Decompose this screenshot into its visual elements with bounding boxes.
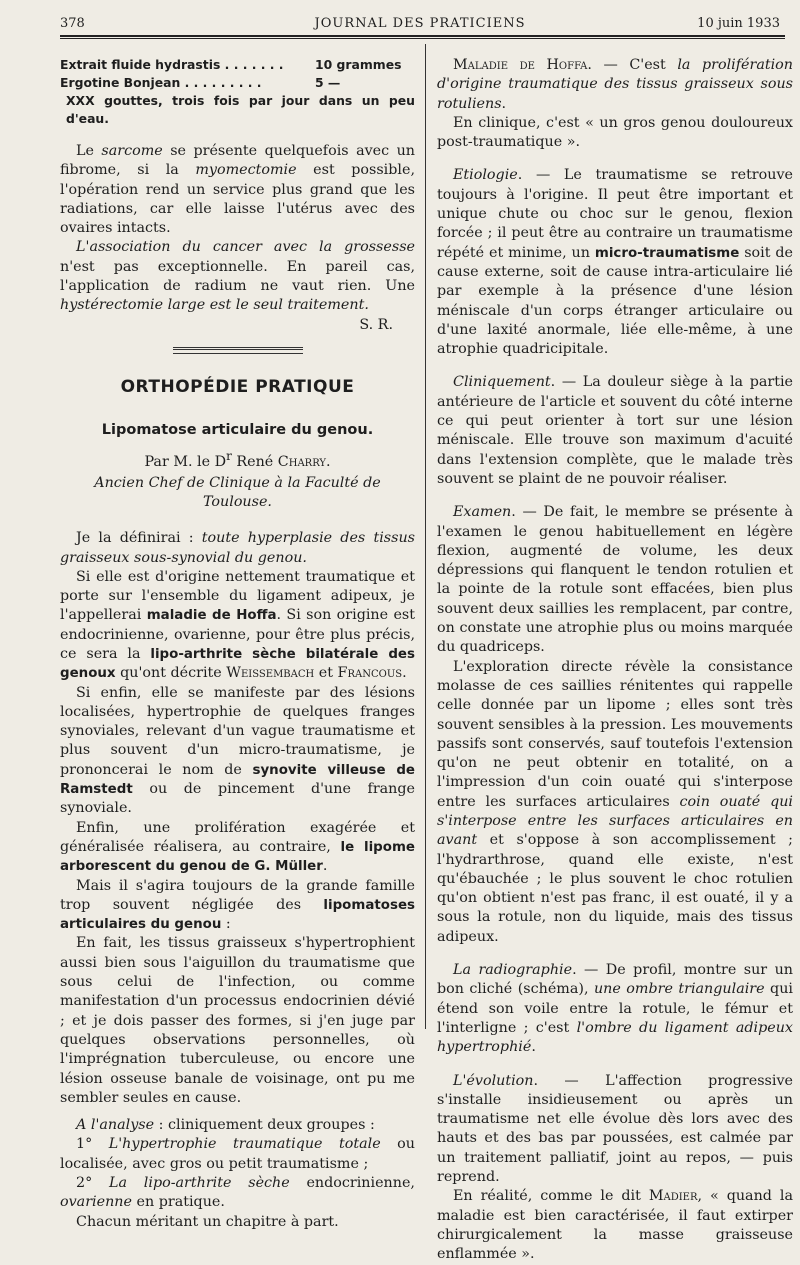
author-affiliation: Ancien Chef de Clinique à la Faculté de Toulouse.: [94, 474, 381, 510]
article-title: Lipomatose articulaire du genou.: [101, 422, 374, 439]
paragraph-etiologie: Etiologie. — Le traumatisme se retrouve toujours à l'origine. Il peut être important et unique chute ou choc sur le genou, flexion forcée ; il peut être au contraire un traumatisme répété et minime, un micro-traumatisme soit de cause externe, soit de cause intra-articulaire lié par exemple à la présence d'une lésion méniscale d'un corps étranger articulaire ou d'une laxité anormale, liée elle-même, à une atrophie quadricipitale.: [437, 167, 794, 358]
paragraph-hoffa: Maladie de Hoffa. — C'est la prolifération d'origine traumatique des tissus graisseux sous rotuliens.: [437, 57, 793, 112]
paragraph: 1° L'hypertrophie traumatique totale ou localisée, avec gros ou petit traumatisme ;: [60, 1136, 415, 1172]
paragraph: Je la définirai : toute hyperplasie des tissus graisseux sous-synovial du genou.: [60, 530, 415, 566]
prescription-note: XXX gouttes, trois fois par jour dans un peu d'eau.: [66, 93, 415, 126]
paragraph: Mais il s'agira toujours de la grande famille trop souvent négligée des lipomatoses articulaires du genou :: [60, 877, 415, 933]
paragraph-radiographie: La radiographie. — De profil, montre sur un bon cliché (schéma), une ombre triangulaire qui étend son voile entre la rotule, le fémur et l'interligne ; c'est l'ombre du ligament adipeux hypertrophié.: [437, 962, 793, 1056]
header-rule: [60, 35, 785, 37]
issue-date: 10 juin 1933: [697, 16, 780, 31]
header-rule-thin: [60, 38, 785, 39]
separator-rule: [173, 347, 303, 354]
paragraph-evolution: L'évolution. — L'affection progressive s'installe insidieusement ou après un traumatisme net elle évolue dès lors avec des hauts et des bas par poussées, est calmée par un traitement palliatif, joint au repos, — puis reprend.: [437, 1072, 793, 1186]
paragraph: Enfin, une prolifération exagérée et généralisée réalisera, au contraire, le lipome arborescent du genou de G. Müller.: [60, 819, 415, 875]
paragraph-examen: Examen. — De fait, le membre se présente à l'examen le genou habituellement en légère flexion, augmenté de volume, les deux dépressions qui flanquent le tendon rotulien et la pointe de la rotule sont effacées, bien plus souvent deux saillies les remplacent, par contre, on constate une atrophie plus ou moins marquée du quadriceps.: [437, 504, 793, 656]
column-divider: [425, 44, 426, 1029]
page-header: [60, 12, 780, 36]
paragraph: A l'analyse : cliniquement deux groupes :: [76, 1117, 375, 1134]
paragraph-sarcome: Le sarcome se présente quelquefois avec un fibrome, si la myomectomie est possible, l'opération rend un service plus grand que les radiations, car elle laisse l'utérus avec des ovaires intacts.: [60, 143, 416, 237]
paragraph-realite: En réalité, comme le dit Madier, « quand la maladie est bien caractérisée, il faut extirper chirurgicalement la masse graisseuse enflammée ».: [437, 1188, 793, 1263]
page-number: 378: [60, 16, 85, 31]
prescription-line: Extrait fluide hydrastis . . . . . . . 10 grammes: [60, 57, 402, 72]
journal-title: JOURNAL DES PRATICIENS: [314, 16, 526, 31]
paragraph: Si enfin, elle se manifeste par des lésions localisées, hypertrophie de quelques franges synoviales, relevant d'un vague traumatisme et plus souvent d'un micro-traumatisme, je prononcerai le nom de synovite villeuse de Ramstedt ou de pincement d'une frange synoviale.: [60, 684, 416, 817]
signature-line: [60, 316, 415, 335]
left-column: [60, 56, 415, 1232]
paragraph-cliniquement: Cliniquement. — La douleur siège à la partie antérieure de l'article et souvent du côté interne ce qui peut orienter à tort sur une lésion méniscale. Elle trouve son maximum d'acuité dans l'extension complète, que le malade très souvent se plaint de ne pouvoir réaliser.: [437, 374, 793, 487]
paragraph: Si elle est d'origine nettement traumatique et porte sur l'ensemble du ligament adipeux, je l'appellerai maladie de Hoffa. Si son origine est endocrinienne, ovarienne, pour être plus précis, ce sera la lipo-arthrite sèche bilatérale des genoux qu'ont décrite Weissembach et Francous.: [60, 568, 416, 682]
paragraph-association: L'association du cancer avec la grossesse n'est pas exceptionnelle. En pareil cas, l'application de radium ne vaut rien. Une hystérectomie large est le seul traitement.: [60, 239, 415, 314]
signature: S. R.: [359, 316, 393, 333]
right-column: [437, 56, 793, 1265]
paragraph: 2° La lipo-arthrite sèche endocrinienne, ovarienne en pratique.: [60, 1175, 415, 1211]
paragraph-exploration: L'exploration directe révèle la consistance molasse de ces saillies rénitentes qui rappelle celle donnée par un lipome ; elles sont très souvent sensibles à la pression. Les mouvements passifs sont conservés, sauf toutefois l'extension qu'on ne peut obtenir en totalité, on a l'impression d'un coin ouaté qui s'interpose entre les surfaces articulaires coin ouaté qui s'interpose entre les surfaces articulaires en avant et s'oppose à son accomplissement ; l'hydrarthrose, quand elle existe, n'est qu'ébauchée ; le plus souvent le choc rotulien qu'on obtient n'est pas franc, il est ouaté, il y a sous la rotule, non du liquide, mais des tissus adipeux.: [437, 658, 794, 945]
section-title: ORTHOPÉDIE PRATIQUE: [120, 376, 355, 397]
paragraph: En clinique, c'est « un gros genou douloureux post-traumatique ».: [437, 114, 793, 151]
prescription-line: Ergotine Bonjean . . . . . . . . . 5 —: [60, 75, 341, 90]
paragraph: Chacun méritant un chapitre à part.: [76, 1213, 339, 1230]
prescription: [60, 56, 415, 128]
article-author: Par M. le $D^r$ René Charry.: [144, 448, 331, 470]
paragraph: En fait, les tissus graisseux s'hypertrophient aussi bien sous l'aiguillon du traumatisme que sous celui de l'infection, ou comme manifestation d'un processus endocrinien dévié ; et je dois passer des formes, si j'en juge par quelques observations personnelles, où l'imprégnation tuberculeuse, ou encore une lésion osseuse banale de voisinage, ont pu me sembler seules en cause.: [60, 935, 415, 1106]
